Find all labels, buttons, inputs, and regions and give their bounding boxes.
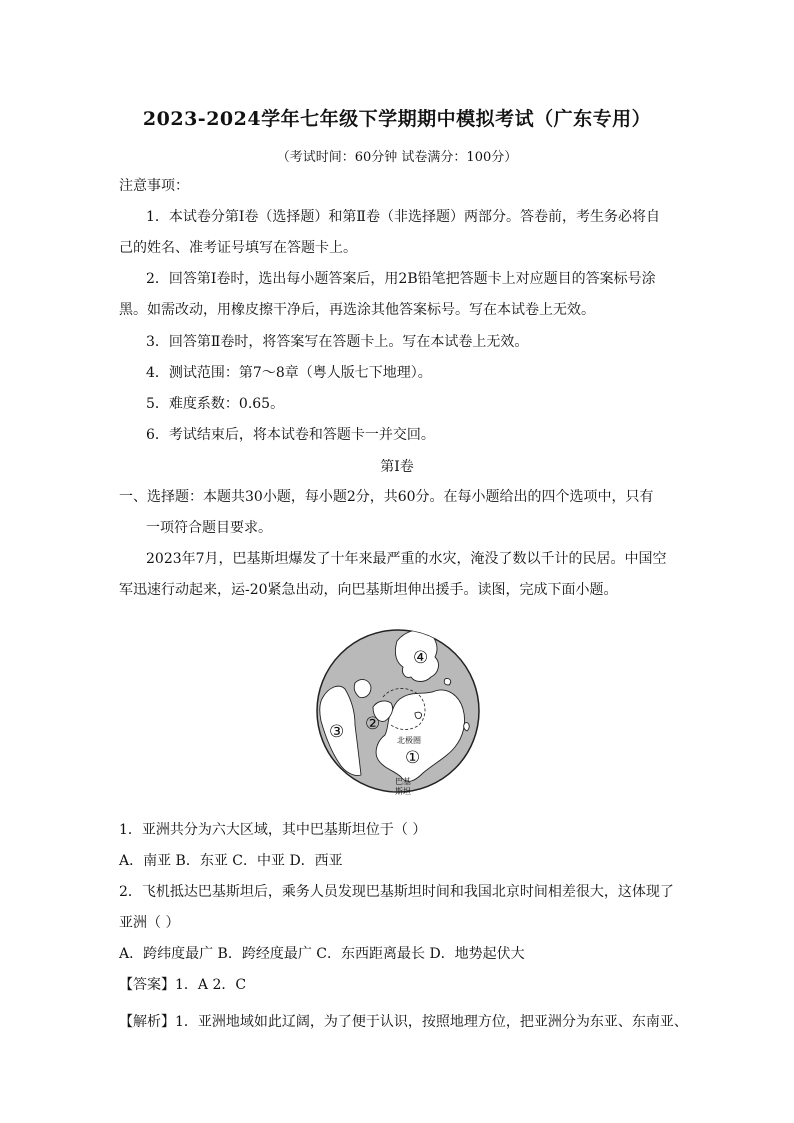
region-label-2: ②	[365, 714, 381, 734]
small-island-a	[415, 712, 422, 718]
notes-heading: 注意事项：	[119, 178, 189, 194]
question-2-stem-line-1: 2．飞机抵达巴基斯坦后，乘务人员发现巴基斯坦时间和我国北京时间相差很大，这体现了	[119, 884, 674, 900]
arctic-circle-label: 北极圈	[397, 736, 421, 745]
note-item-1-line-2: 己的姓名、准考证号填写在答题卡上。	[119, 240, 357, 256]
note-item-2-line-2: 黑。如需改动，用橡皮擦干净后，再选涂其他答案标号。写在本试卷上无效。	[119, 302, 595, 318]
question-1-stem: 1．亚洲共分为六大区域，其中巴基斯坦位于（ ）	[119, 822, 427, 838]
analysis-line: 【解析】1．亚洲地域如此辽阔，为了便于认识，按照地理方位，把亚洲分为东亚、东南亚、	[119, 1014, 688, 1030]
pakistan-label-line-1: 巴基	[395, 777, 411, 786]
region-label-1: ①	[405, 748, 421, 768]
region-label-4: ④	[413, 648, 429, 668]
polar-projection-map	[315, 613, 481, 809]
note-item-4: 4．测试范围：第7～8章（粤人版七下地理）。	[146, 365, 432, 381]
note-item-6: 6．考试结束后，将本试卷和答题卡一并交回。	[146, 427, 435, 443]
part-one-instruction-line-2: 一项符合题目要求。	[146, 520, 272, 536]
question-1-options: A．南亚 B．东亚 C．中亚 D．西亚	[119, 853, 343, 869]
exam-subtitle: （考试时间：60分钟 试卷满分：100分）	[276, 150, 518, 165]
greenland-island	[354, 680, 371, 698]
volume-heading: 第Ⅰ卷	[380, 459, 414, 475]
question-2-options: A．跨纬度最广 B．跨经度最广 C．东西距离最长 D．地势起伏大	[119, 946, 525, 962]
passage-line-2: 军迅速行动起来，运-20紧急出动，向巴基斯坦伸出援手。读图，完成下面小题。	[119, 582, 618, 598]
note-item-3: 3．回答第Ⅱ卷时，将答案写在答题卡上。写在本试卷上无效。	[146, 334, 529, 350]
note-item-5: 5．难度系数：0.65。	[146, 396, 285, 412]
small-island-b	[444, 678, 450, 685]
region-label-3: ③	[329, 722, 345, 742]
pakistan-label-line-2: 斯坦	[395, 787, 411, 796]
passage-line-1: 2023年7月，巴基斯坦爆发了十年来最严重的水灾，淹没了数以千计的民居。中国空	[146, 551, 667, 567]
part-one-instruction-line-1: 一、选择题：本题共30小题，每小题2分，共60分。在每小题给出的四个选项中，只有	[119, 489, 654, 505]
note-item-1-line-1: 1．本试卷分第Ⅰ卷（选择题）和第Ⅱ卷（非选择题）两部分。答卷前，考生务必将自	[146, 209, 660, 225]
exam-title: 2023-2024学年七年级下学期期中模拟考试（广东专用）	[142, 108, 652, 130]
note-item-2-line-1: 2．回答第Ⅰ卷时，选出每小题答案后，用2B铅笔把答题卡上对应题目的答案标号涂	[146, 271, 656, 287]
question-2-stem-line-2: 亚洲（ ）	[119, 915, 180, 931]
answer-line: 【答案】1．A 2．C	[119, 977, 247, 993]
